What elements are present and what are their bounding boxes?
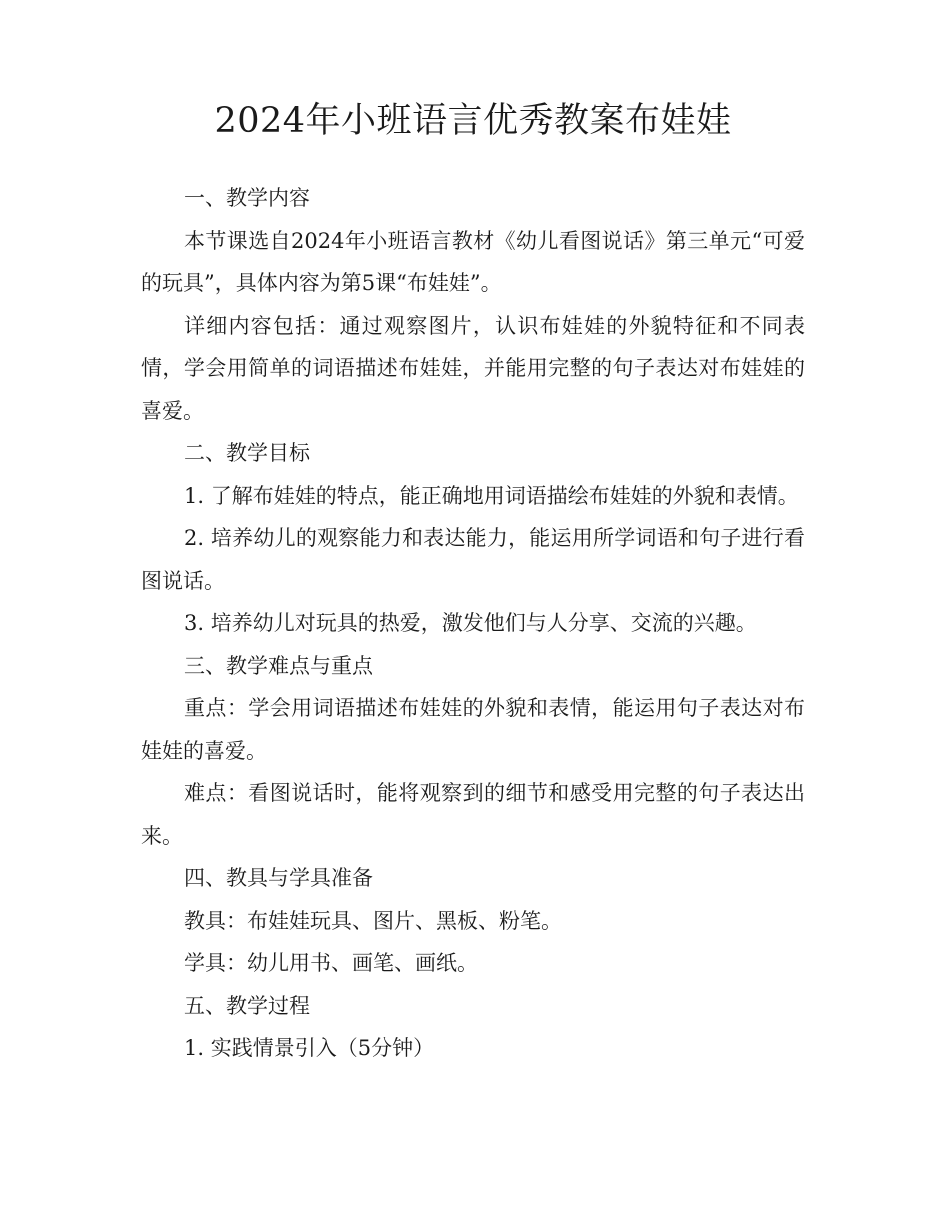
document-title: 2024年小班语言优秀教案布娃娃: [214, 101, 732, 141]
paragraph: 教具：布娃娃玩具、图片、黑板、粉笔。: [184, 908, 562, 933]
list-item: 1. 实践情景引入（5分钟）: [184, 1036, 435, 1060]
section-heading-teaching-content: 一、教学内容: [184, 186, 310, 210]
paragraph: 学具：幼儿用书、画笔、画纸。: [184, 951, 478, 975]
paragraph: 本节课选自2024年小班语言教材《幼儿看图说话》第三单元“可爱的玩具”，具体内容为第5课“布娃娃”。: [141, 228, 805, 295]
paragraph: 难点：看图说话时，能将观察到的细节和感受用完整的句子表达出来。: [141, 781, 805, 848]
section-heading-teaching-goals: 二、教学目标: [184, 441, 310, 465]
list-item: 2. 培养幼儿的观察能力和表达能力，能运用所学词语和句子进行看图说话。: [141, 526, 805, 593]
section-heading-process: 五、教学过程: [184, 993, 310, 1018]
section-heading-difficulties: 三、教学难点与重点: [184, 653, 373, 678]
section-heading-materials: 四、教具与学具准备: [184, 866, 373, 890]
paragraph: 重点：学会用词语描述布娃娃的外貌和表情，能运用句子表达对布娃娃的喜爱。: [141, 696, 805, 763]
paragraph: 详细内容包括：通过观察图片，认识布娃娃的外貌特征和不同表情，学会用简单的词语描述布娃娃，并能用完整的句子表达对布娃娃的喜爱。: [141, 313, 805, 423]
list-item: 3. 培养幼儿对玩具的热爱，激发他们与人分享、交流的兴趣。: [184, 611, 757, 635]
list-item: 1. 了解布娃娃的特点，能正确地用词语描绘布娃娃的外貌和表情。: [184, 483, 799, 508]
